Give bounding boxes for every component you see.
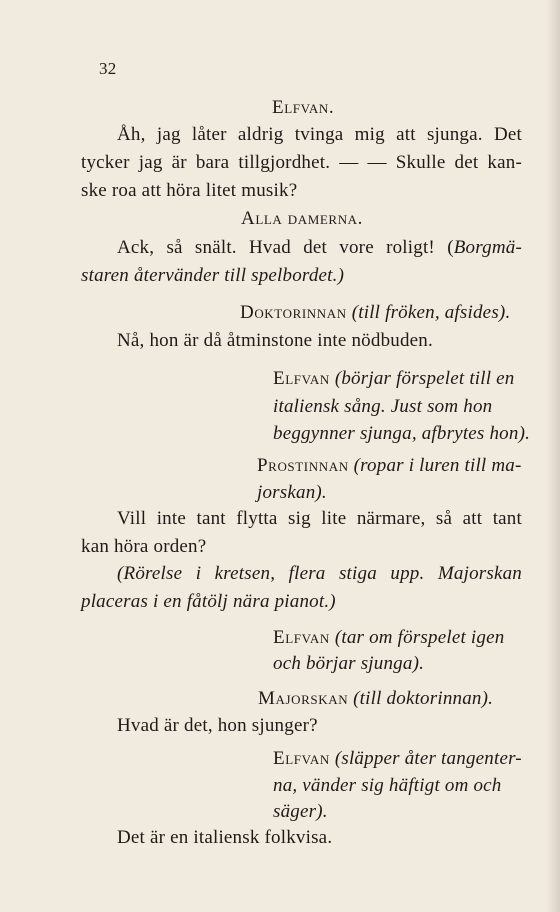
speaker-doktorinnan: Doktorinnan (till fröken, afsides).: [240, 302, 511, 323]
stage-direction: säger).: [273, 801, 328, 822]
dialogue-line: Åh, jag låter aldrig tvinga mig att sjunga. Det: [117, 124, 522, 145]
stage-direction: beggynner sjunga, afbrytes hon).: [273, 423, 531, 444]
page-number: 32: [99, 59, 117, 78]
dialogue-line: Ack, så snält. Hvad det vore roligt! (Borgmä-: [117, 237, 522, 258]
dialogue-line: Nå, hon är då åtminstone inte nödbuden.: [117, 330, 433, 351]
speaker-prostinnan: Prostinnan (ropar i luren till ma-: [257, 455, 522, 476]
speaker-alla-damerna: Alla damerna.: [241, 208, 364, 229]
stage-direction: italiensk sång. Just som hon: [273, 396, 493, 417]
stage-direction: placeras i en fåtölj nära pianot.): [81, 591, 336, 612]
stage-direction: staren återvänder till spelbordet.): [81, 265, 345, 286]
speaker-majorskan: Majorskan (till doktorinnan).: [258, 688, 494, 709]
stage-direction: och börjar sjunga).: [273, 653, 425, 674]
speaker-elfvan: Elfvan.: [272, 97, 335, 118]
dialogue-line: Hvad är det, hon sjunger?: [117, 715, 318, 736]
dialogue-line: tycker jag är bara tillgjordhet. — — Skulle det kan-: [81, 152, 522, 173]
stage-direction: na, vänder sig häftigt om och: [273, 775, 502, 796]
dialogue-line: Vill inte tant flytta sig lite närmare, så att tant: [117, 508, 522, 529]
stage-direction: jorskan).: [257, 482, 327, 503]
dialogue-line: ske roa att höra litet musik?: [81, 180, 298, 201]
dialogue-line: kan höra orden?: [81, 536, 207, 557]
speaker-elfvan: Elfvan (tar om förspelet igen: [273, 627, 505, 648]
stage-direction: (Rörelse i kretsen, flera stiga upp. Majorskan: [117, 563, 522, 584]
speaker-elfvan: Elfvan (släpper åter tangenter-: [273, 748, 522, 769]
dialogue-line: Det är en italiensk folkvisa.: [117, 827, 333, 848]
speaker-elfvan: Elfvan (börjar förspelet till en: [273, 368, 515, 389]
